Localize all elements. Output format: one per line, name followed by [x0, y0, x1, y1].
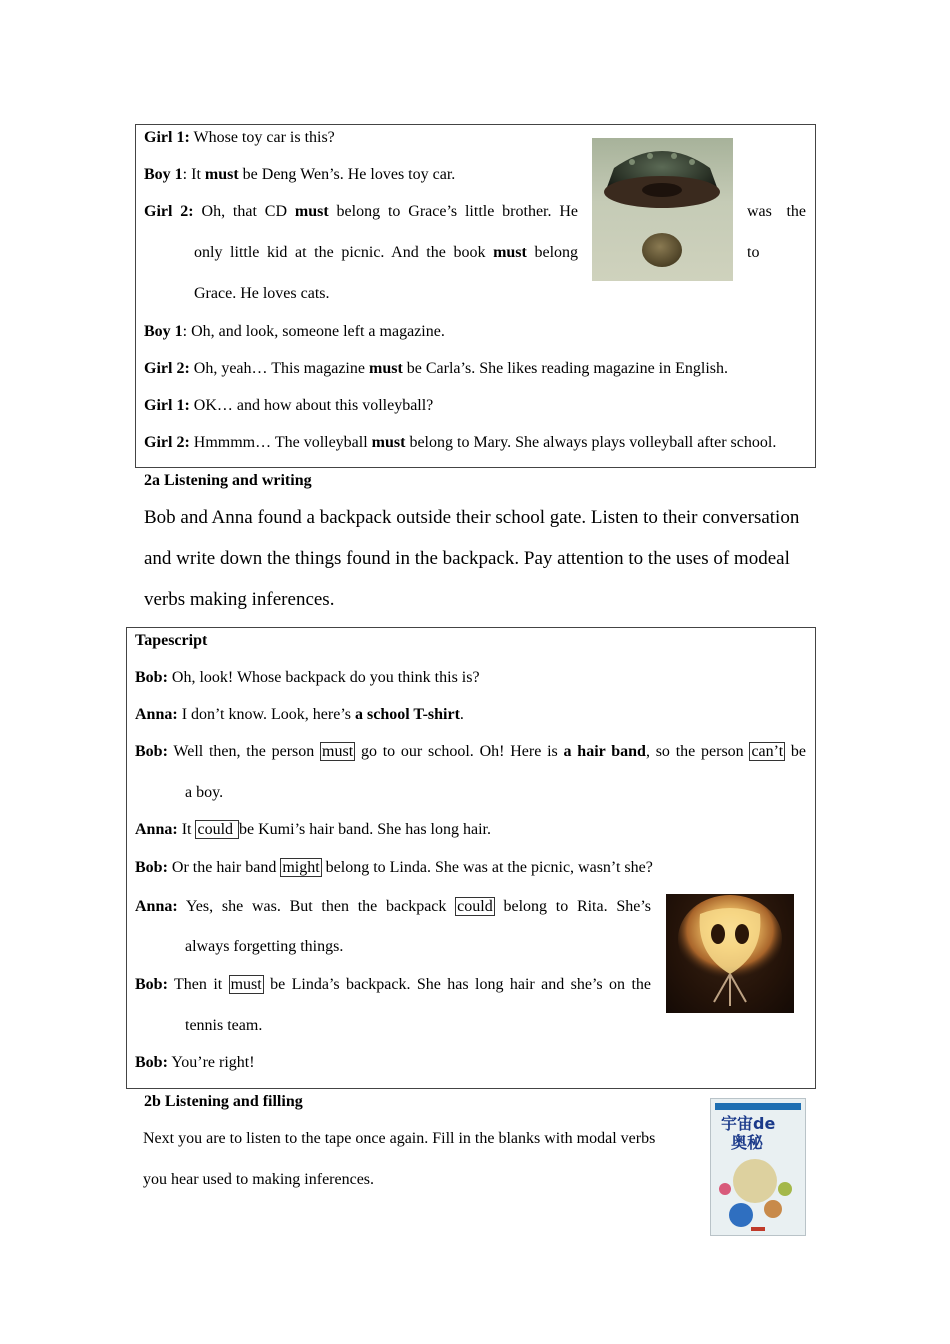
- speaker: Boy 1: [144, 323, 183, 340]
- dialogue-line-3-row3: Grace. He loves cats.: [194, 285, 330, 302]
- modal-verb-box: could: [457, 898, 493, 915]
- dialogue-line-4: Boy 1: Oh, and look, someone left a magazine.: [144, 323, 445, 340]
- book-title-top: 宇宙de: [721, 1114, 776, 1133]
- dialogue-line-5: Girl 2: Oh, yeah… This magazine must be Carla’s. She likes reading magazine in English.: [144, 360, 729, 377]
- modal-verb-box: might: [282, 859, 320, 876]
- tapescript-line-6: Anna: Yes, she was. But then the backpack could belong to Rita. She’s: [135, 898, 652, 915]
- speaker: Girl 1:: [144, 397, 190, 414]
- speaker: Girl 2:: [144, 203, 194, 220]
- tapescript-line-8: Bob: You’re right!: [135, 1054, 255, 1071]
- dialogue-line-3-row1: Girl 2: Oh, that CD must belong to Grace’s little brother. He: [144, 203, 579, 220]
- book-cover-image: [710, 1098, 806, 1236]
- dialogue-line-3-row2: only little kid at the picnic. And the book must belong: [194, 244, 579, 261]
- modal-verb-box: must: [230, 976, 262, 993]
- speaker: Girl 2:: [144, 434, 190, 451]
- tapescript-line-4: Anna: It could be Kumi’s hair band. She has long hair.: [135, 821, 491, 838]
- dialogue-line-7: Girl 2: Hmmmm… The volleyball must belong to Mary. She always plays volleyball after school.: [144, 434, 777, 451]
- tapescript-line-6-cont: always forgetting things.: [185, 938, 344, 955]
- dialogue-line-1: Girl 1: Whose toy car is this?: [144, 129, 335, 146]
- dialogue-line-6: Girl 1: OK… and how about this volleyball?: [144, 397, 434, 414]
- dialogue-line-2: Boy 1: It must be Deng Wen’s. He loves toy car.: [144, 166, 456, 183]
- tapescript-line-3-cont: a boy.: [185, 784, 224, 801]
- tapescript-line-1: Bob: Oh, look! Whose backpack do you think this is?: [135, 669, 480, 686]
- tapescript-line-2: Anna: I don’t know. Look, here’s a school T-shirt.: [135, 706, 464, 723]
- modal-verb-box: can’t: [751, 743, 784, 760]
- tapescript-line-3: Bob: Well then, the person must go to our school. Oh! Here is a hair band, so the person can’t be: [135, 743, 807, 760]
- section-2a-paragraph-line-2: and write down the things found in the backpack. Pay attention to the uses of modeal: [144, 548, 790, 569]
- tapescript-line-7-cont: tennis team.: [185, 1017, 263, 1034]
- section-2a-paragraph-line-3: verbs making inferences.: [144, 589, 335, 610]
- dialogue-line-3-row1-right: was the: [747, 203, 806, 220]
- speaker: Boy 1: [144, 166, 183, 183]
- dialogue-line-3-row2-right: to: [747, 244, 760, 261]
- section-2b-line-2: you hear used to making inferences.: [143, 1171, 375, 1188]
- speaker: Girl 2:: [144, 360, 190, 377]
- section-2a-heading: 2a Listening and writing: [144, 472, 312, 489]
- ufo-image: [592, 138, 733, 281]
- speaker: Girl 1:: [144, 129, 190, 146]
- modal-verb-box: could: [197, 821, 238, 838]
- section-2a-paragraph-line-1: Bob and Anna found a backpack outside their school gate. Listen to their conversation: [144, 507, 800, 528]
- section-2b-heading: 2b Listening and filling: [144, 1093, 303, 1110]
- planets-illustration: [711, 1149, 806, 1235]
- section-2b-line-1: Next you are to listen to the tape once again. Fill in the blanks with modal verbs: [143, 1130, 656, 1147]
- lamp-image: [666, 894, 794, 1013]
- tapescript-line-5: Bob: Or the hair band might belong to Linda. She was at the picnic, wasn’t she?: [135, 859, 653, 876]
- tapescript-line-7: Bob: Then it must be Linda’s backpack. She has long hair and she’s on the: [135, 976, 651, 993]
- modal-verb-box: must: [322, 743, 354, 760]
- book-title-bottom: 奥秘: [731, 1133, 764, 1152]
- tapescript-title: Tapescript: [135, 632, 208, 649]
